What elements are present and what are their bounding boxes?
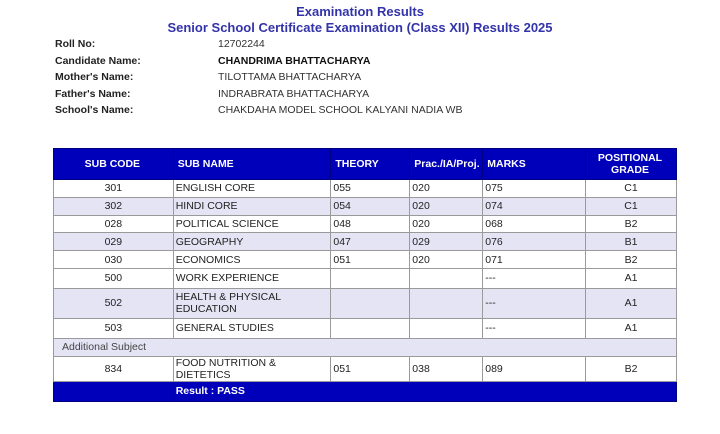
roll-row	[55, 36, 655, 53]
roll-label: Roll No:	[55, 38, 96, 50]
sub-name: ECONOMICS	[173, 251, 331, 269]
prac: 020	[410, 197, 483, 215]
results-table	[53, 148, 677, 402]
grade: B2	[586, 251, 677, 269]
prac: 038	[410, 356, 483, 381]
grade: B2	[586, 356, 677, 381]
marks: ---	[483, 288, 586, 318]
prac	[410, 288, 483, 318]
sub-code: 502	[54, 288, 174, 318]
theory: 051	[331, 251, 410, 269]
candidate-name-value: CHANDRIMA BHATTACHARYA	[218, 54, 371, 67]
marks: 074	[483, 197, 586, 215]
theory	[331, 268, 410, 288]
table-row	[54, 251, 677, 269]
table-row	[54, 288, 677, 318]
col-positional-grade: POSITIONAL GRADE	[586, 149, 677, 180]
prac	[410, 318, 483, 338]
col-sub-name: SUB NAME	[173, 149, 331, 180]
sub-name: GENERAL STUDIES	[173, 318, 331, 338]
sub-name: GEOGRAPHY	[173, 233, 331, 251]
col-prac: Prac./IA/Proj.	[410, 149, 483, 180]
table-row	[54, 215, 677, 233]
page-title: Examination Results	[296, 4, 424, 19]
grade: A1	[586, 268, 677, 288]
result-spacer	[54, 381, 174, 401]
mother-name-value: TILOTTAMA BHATTACHARYA	[218, 71, 362, 83]
marks: 075	[483, 180, 586, 198]
col-theory: THEORY	[331, 149, 410, 180]
marks: ---	[483, 268, 586, 288]
theory: 048	[331, 215, 410, 233]
theory	[331, 288, 410, 318]
school-name-value: CHAKDAHA MODEL SCHOOL KALYANI NADIA WB	[218, 104, 463, 116]
mother-name-row	[55, 69, 655, 86]
table-header-row	[54, 149, 677, 180]
grade: B2	[586, 215, 677, 233]
candidate-name-row	[55, 53, 655, 70]
table-row	[54, 233, 677, 251]
sub-name: FOOD NUTRITION & DIETETICS	[173, 356, 331, 381]
prac: 020	[410, 215, 483, 233]
prac	[410, 268, 483, 288]
grade: A1	[586, 318, 677, 338]
sub-code: 030	[54, 251, 174, 269]
marks: 076	[483, 233, 586, 251]
additional-subject-label: Additional Subject	[54, 338, 677, 356]
result-row	[54, 381, 677, 401]
prac: 020	[410, 251, 483, 269]
father-name-label: Father's Name:	[55, 87, 131, 100]
col-marks: MARKS	[483, 149, 586, 180]
result-status: Result : PASS	[173, 381, 676, 401]
candidate-name-label: Candidate Name:	[55, 54, 141, 67]
sub-code: 029	[54, 233, 174, 251]
grade: B1	[586, 233, 677, 251]
candidate-info	[55, 36, 655, 119]
theory: 047	[331, 233, 410, 251]
theory: 054	[331, 197, 410, 215]
grade: A1	[586, 288, 677, 318]
table-row	[54, 356, 677, 381]
school-name-row	[55, 102, 655, 119]
mother-name-label: Mother's Name:	[55, 71, 134, 83]
table-row	[54, 318, 677, 338]
sub-name: HINDI CORE	[173, 197, 331, 215]
prac: 020	[410, 180, 483, 198]
theory: 051	[331, 356, 410, 381]
sub-code: 503	[54, 318, 174, 338]
page-subtitle: Senior School Certificate Examination (Class XII) Results 2025	[167, 20, 553, 35]
grade: C1	[586, 197, 677, 215]
marks: ---	[483, 318, 586, 338]
col-sub-code: SUB CODE	[54, 149, 174, 180]
school-name-label: School's Name:	[55, 104, 134, 116]
sub-code: 500	[54, 268, 174, 288]
sub-code: 834	[54, 356, 174, 381]
marks: 089	[483, 356, 586, 381]
father-name-row	[55, 86, 655, 103]
marks: 068	[483, 215, 586, 233]
theory	[331, 318, 410, 338]
sub-code: 028	[54, 215, 174, 233]
sub-name: POLITICAL SCIENCE	[173, 215, 331, 233]
sub-name: WORK EXPERIENCE	[173, 268, 331, 288]
marks: 071	[483, 251, 586, 269]
table-row	[54, 197, 677, 215]
sub-name: ENGLISH CORE	[173, 180, 331, 198]
table-row	[54, 268, 677, 288]
roll-value: 12702244	[218, 38, 265, 50]
grade: C1	[586, 180, 677, 198]
additional-subject-row	[54, 338, 677, 356]
theory: 055	[331, 180, 410, 198]
table-row	[54, 180, 677, 198]
prac: 029	[410, 233, 483, 251]
sub-code: 301	[54, 180, 174, 198]
sub-code: 302	[54, 197, 174, 215]
sub-name: HEALTH & PHYSICAL EDUCATION	[173, 288, 331, 318]
father-name-value: INDRABRATA BHATTACHARYA	[218, 87, 370, 100]
